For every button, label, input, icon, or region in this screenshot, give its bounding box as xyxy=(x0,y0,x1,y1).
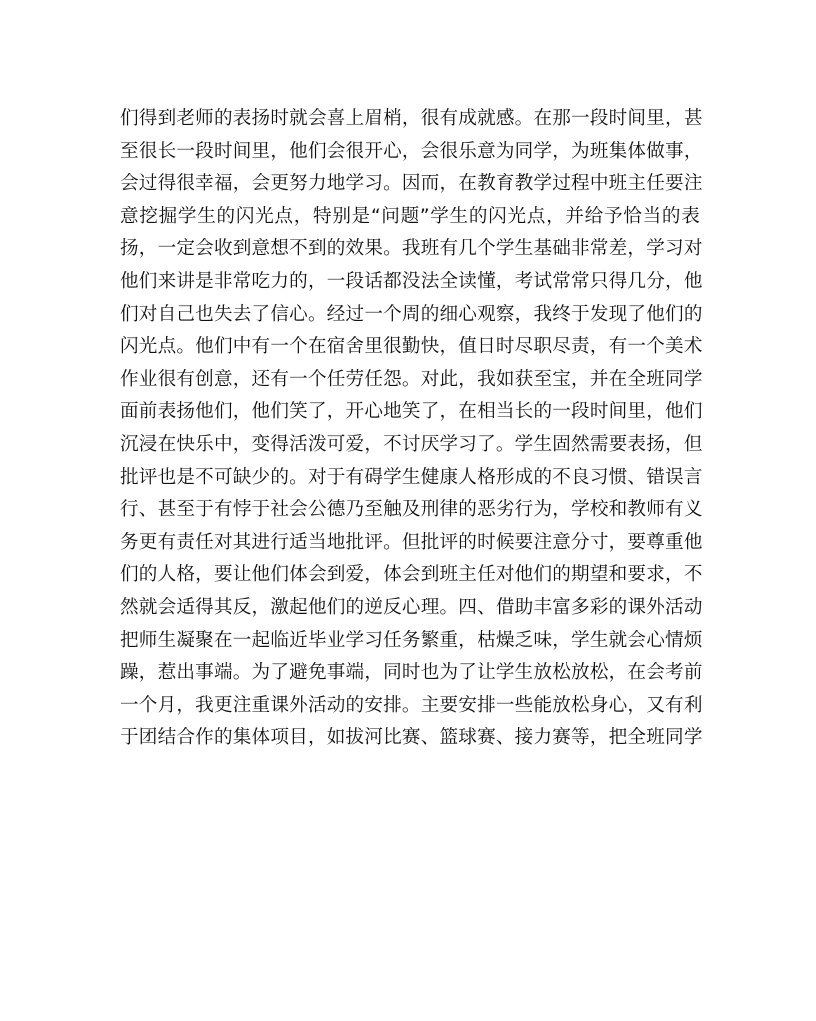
body-text xyxy=(120,103,703,755)
text-line: 闪光点。他们中有一个在宿舍里很勤快，值日时尽职尽责，有一个美术 xyxy=(120,336,703,358)
text-line: 把师生凝聚在一起临近毕业学习任务繁重，枯燥乏味，学生就会心情烦 xyxy=(120,629,703,651)
text-line: 扬，一定会收到意想不到的效果。我班有几个学生基础非常差，学习对 xyxy=(120,238,703,260)
text-line: 至很长一段时间里，他们会很开心，会很乐意为同学，为班集体做事， xyxy=(120,140,703,162)
text-line: 面前表扬他们，他们笑了，开心地笑了，在相当长的一段时间里，他们 xyxy=(120,401,703,423)
text-line: 一个月，我更注重课外活动的安排。主要安排一些能放松身心，又有利 xyxy=(120,694,703,716)
text-line: 沉浸在快乐中，变得活泼可爱，不讨厌学习了。学生固然需要表扬，但 xyxy=(120,433,703,455)
text-line: 然就会适得其反，激起他们的逆反心理。四、借助丰富多彩的课外活动 xyxy=(120,596,703,618)
text-line: 他们来讲是非常吃力的，一段话都没法全读懂，考试常常只得几分，他 xyxy=(120,270,703,292)
text-line: 们得到老师的表扬时就会喜上眉梢，很有成就感。在那一段时间里，甚 xyxy=(120,108,703,129)
text-line: 们的人格，要让他们体会到爱，体会到班主任对他们的期望和要求，不 xyxy=(120,564,703,586)
text-line: 批评也是不可缺少的。对于有碍学生健康人格形成的不良习惯、错误言 xyxy=(120,466,703,488)
text-line: 们对自己也失去了信心。经过一个周的细心观察，我终于发现了他们的 xyxy=(120,303,703,325)
text-line: 意挖掘学生的闪光点，特别是“问题”学生的闪光点，并给予恰当的表 xyxy=(120,205,700,227)
text-line: 于团结合作的集体项目，如拔河比赛、篮球赛、接力赛等，把全班同学 xyxy=(120,727,703,749)
text-line: 躁，惹出事端。为了避免事端，同时也为了让学生放松放松，在会考前 xyxy=(120,662,703,684)
text-line: 行、甚至于有悖于社会公德乃至触及刑律的恶劣行为，学校和教师有义 xyxy=(120,499,703,521)
text-line: 会过得很幸福，会更努力地学习。因而，在教育教学过程中班主任要注 xyxy=(120,173,703,195)
text-line: 作业很有创意，还有一个任劳任怨。对此，我如获至宝，并在全班同学 xyxy=(120,368,703,390)
text-line: 务更有责任对其进行适当地批评。但批评的时候要注意分寸，要尊重他 xyxy=(120,531,703,553)
